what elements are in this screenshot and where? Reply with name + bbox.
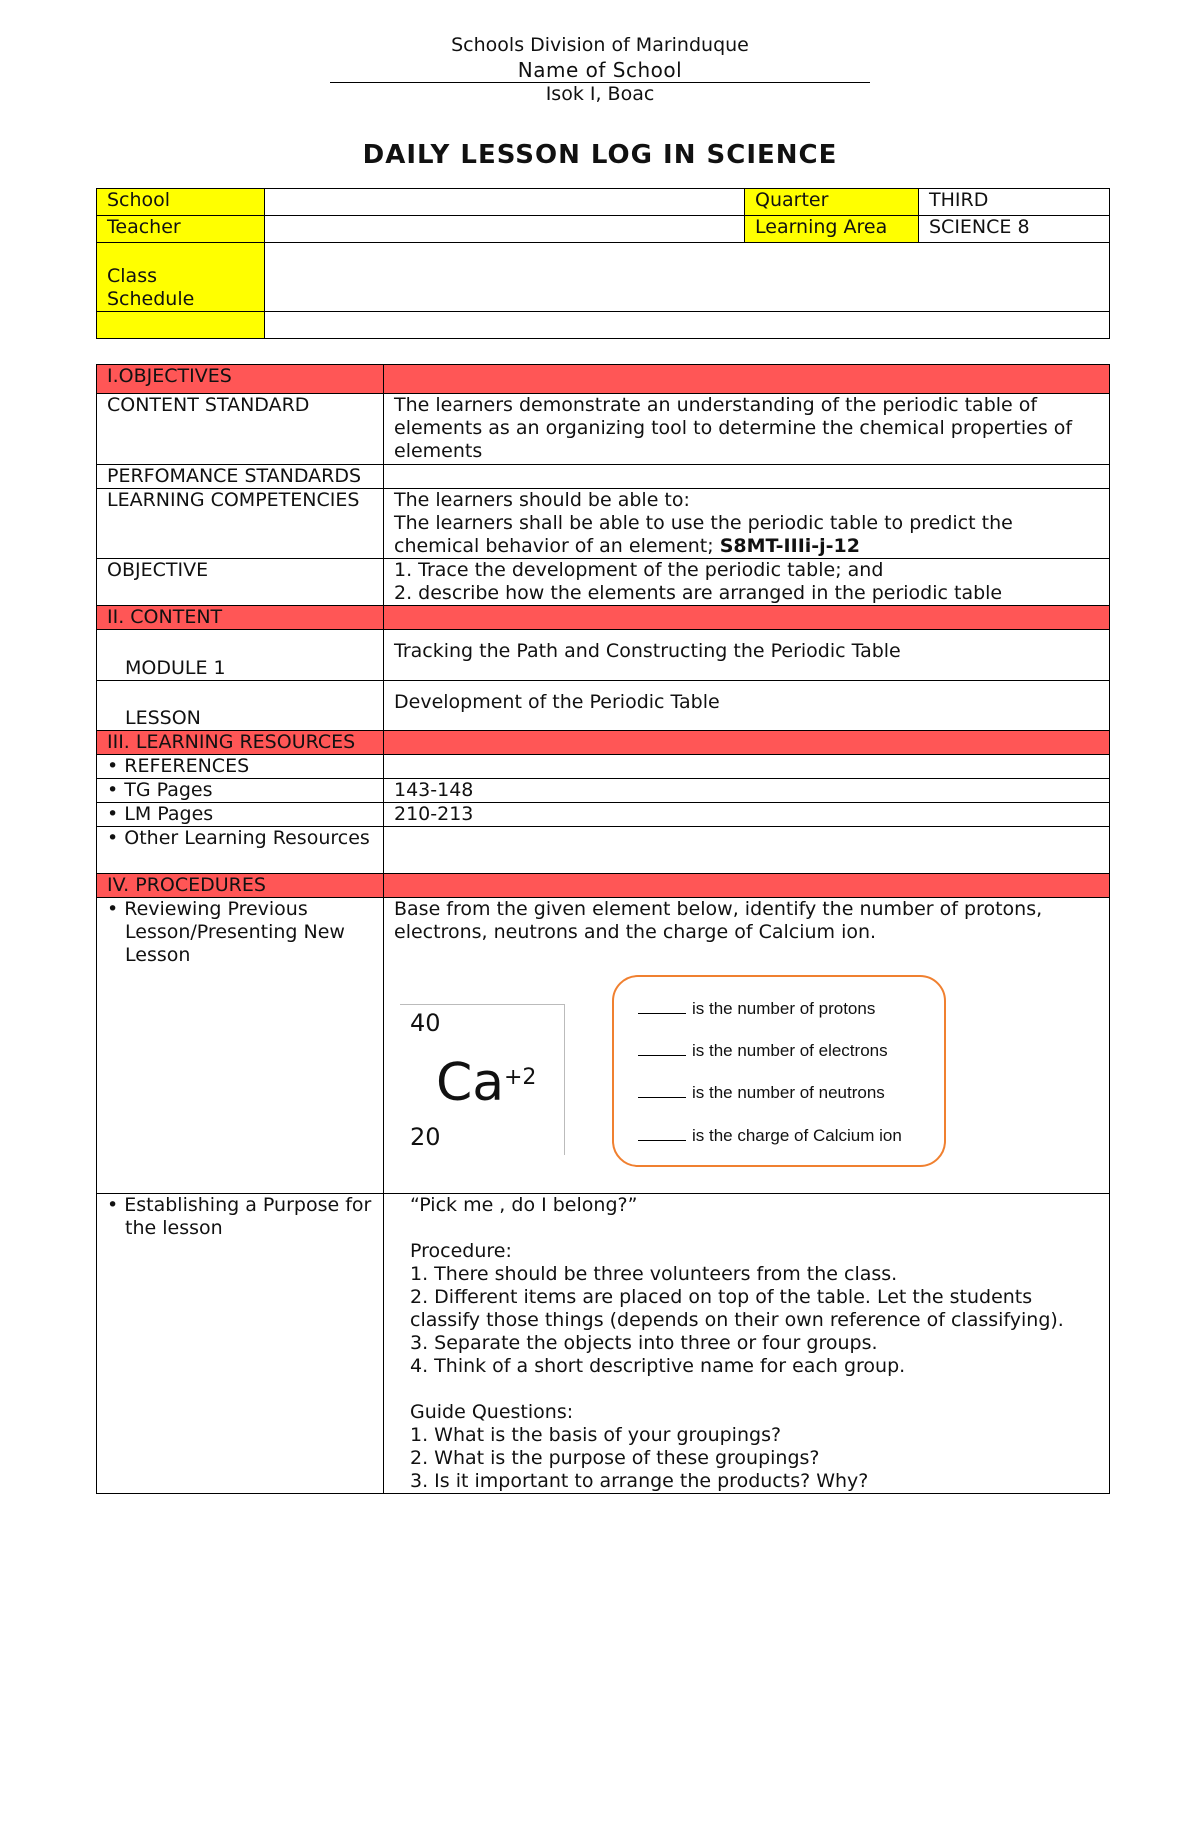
objectives-heading-fill <box>384 365 1110 394</box>
procedure-step-3: 3. Separate the objects into three or four groups. <box>410 1332 878 1354</box>
answer-blank <box>638 1140 686 1141</box>
guide-heading: Guide Questions: <box>410 1401 574 1423</box>
guide-question-3: 3. Is it important to arrange the products? Why? <box>410 1470 869 1492</box>
tg-pages-value: 143-148 <box>384 779 1110 803</box>
class-schedule-label <box>97 243 265 312</box>
other-resources-value <box>384 827 1110 874</box>
answer-blank <box>638 1055 686 1056</box>
learning-area-value: SCIENCE 8 <box>919 216 1110 243</box>
calcium-element-tile <box>400 1004 565 1155</box>
content-heading-fill <box>384 606 1110 630</box>
objective-text <box>384 559 1110 606</box>
reviewing-lesson-text: Base from the given element below, identify the number of protons, electrons, neutrons and the charge of Calcium ion. <box>384 898 1110 1194</box>
question-text: is the number of electrons <box>692 1041 888 1060</box>
other-resources-label: • Other Learning Resources <box>97 827 384 874</box>
element-symbol: Ca <box>436 1053 505 1113</box>
purpose-text <box>384 1194 1110 1494</box>
element-charge: +2 <box>504 1065 537 1090</box>
content-heading: II. CONTENT <box>97 606 384 630</box>
question-line-charge <box>638 1126 902 1146</box>
references-value <box>384 755 1110 779</box>
competencies-line2 <box>394 512 1099 558</box>
content-standard-text: The learners demonstrate an understanding of the periodic table of elements as an organizing tool to determine the chemical properties of elements <box>384 394 1110 465</box>
quarter-value: THIRD <box>919 189 1110 216</box>
reviewing-lesson-label: • Reviewing Previous Lesson/Presenting New Lesson <box>97 898 384 1194</box>
class-schedule-label-line1: Class <box>107 265 157 287</box>
blank-label <box>97 312 265 339</box>
school-label: School <box>97 189 265 216</box>
school-location: Isok I, Boac <box>545 83 655 105</box>
purpose-label: • Establishing a Purpose for the lesson <box>97 1194 384 1494</box>
objective-2: 2. describe how the elements are arranged in the periodic table <box>394 582 1003 604</box>
class-schedule-label-line2: Schedule <box>107 288 195 310</box>
tg-pages-label: • TG Pages <box>97 779 384 803</box>
teacher-label: Teacher <box>97 216 265 243</box>
lesson-label: LESSON <box>97 681 384 731</box>
module-label: MODULE 1 <box>97 630 384 681</box>
references-label: • REFERENCES <box>97 755 384 779</box>
page-title: DAILY LESSON LOG IN SCIENCE <box>362 140 838 170</box>
procedure-heading: Procedure: <box>410 1240 512 1262</box>
procedure-step-2: 2. Different items are placed on top of the table. Let the students classify those things (depends on their own reference of classifying). <box>410 1286 1064 1331</box>
question-line-electrons <box>638 1041 888 1061</box>
content-standard-label: CONTENT STANDARD <box>97 394 384 465</box>
lesson-table <box>96 364 1110 1494</box>
school-name: Name of School <box>330 58 870 83</box>
competency-code: S8MT-IIIi-j-12 <box>719 535 860 557</box>
performance-standards-value <box>384 465 1110 489</box>
learning-competencies-text <box>384 489 1110 559</box>
class-schedule-value <box>265 243 1110 312</box>
competencies-line1: The learners should be able to: <box>394 489 690 511</box>
school-value <box>265 189 745 216</box>
module-text: Tracking the Path and Constructing the Periodic Table <box>384 630 1110 681</box>
answer-blank <box>638 1013 686 1014</box>
division-name: Schools Division of Marinduque <box>451 34 749 56</box>
question-text: is the number of neutrons <box>692 1083 885 1102</box>
question-text: is the charge of Calcium ion <box>692 1126 902 1145</box>
quarter-label: Quarter <box>745 189 919 216</box>
lm-pages-label: • LM Pages <box>97 803 384 827</box>
procedure-step-4: 4. Think of a short descriptive name for each group. <box>410 1355 906 1377</box>
guide-question-2: 2. What is the purpose of these groupings? <box>410 1447 820 1469</box>
procedure-step-1: 1. There should be three volunteers from the class. <box>410 1263 898 1285</box>
question-line-neutrons <box>638 1083 885 1103</box>
teacher-value <box>265 216 745 243</box>
competencies-text: The learners shall be able to use the periodic table to predict the chemical behavior of an element; <box>394 512 1013 557</box>
objective-label: OBJECTIVE <box>97 559 384 606</box>
question-text: is the number of protons <box>692 999 876 1018</box>
objectives-heading: I.OBJECTIVES <box>97 365 384 394</box>
element-mass-number: 40 <box>410 1009 441 1037</box>
objective-1: 1. Trace the development of the periodic table; and <box>394 559 884 581</box>
guide-question-1: 1. What is the basis of your groupings? <box>410 1424 782 1446</box>
question-line-protons <box>638 999 875 1019</box>
learning-area-label: Learning Area <box>745 216 919 243</box>
element-atomic-number: 20 <box>410 1123 441 1151</box>
lm-pages-value: 210-213 <box>384 803 1110 827</box>
procedures-heading: IV. PROCEDURES <box>97 874 384 898</box>
question-box <box>612 975 946 1167</box>
blank-value <box>265 312 1110 339</box>
lesson-text: Development of the Periodic Table <box>384 681 1110 731</box>
info-table <box>96 188 1110 339</box>
procedures-heading-fill <box>384 874 1110 898</box>
resources-heading-fill <box>384 731 1110 755</box>
answer-blank <box>638 1097 686 1098</box>
school-name-line <box>0 58 1200 83</box>
purpose-title: “Pick me , do I belong?” <box>410 1194 638 1216</box>
performance-standards-label: PERFOMANCE STANDARDS <box>97 465 384 489</box>
learning-competencies-label: LEARNING COMPETENCIES <box>97 489 384 559</box>
resources-heading: III. LEARNING RESOURCES <box>97 731 384 755</box>
